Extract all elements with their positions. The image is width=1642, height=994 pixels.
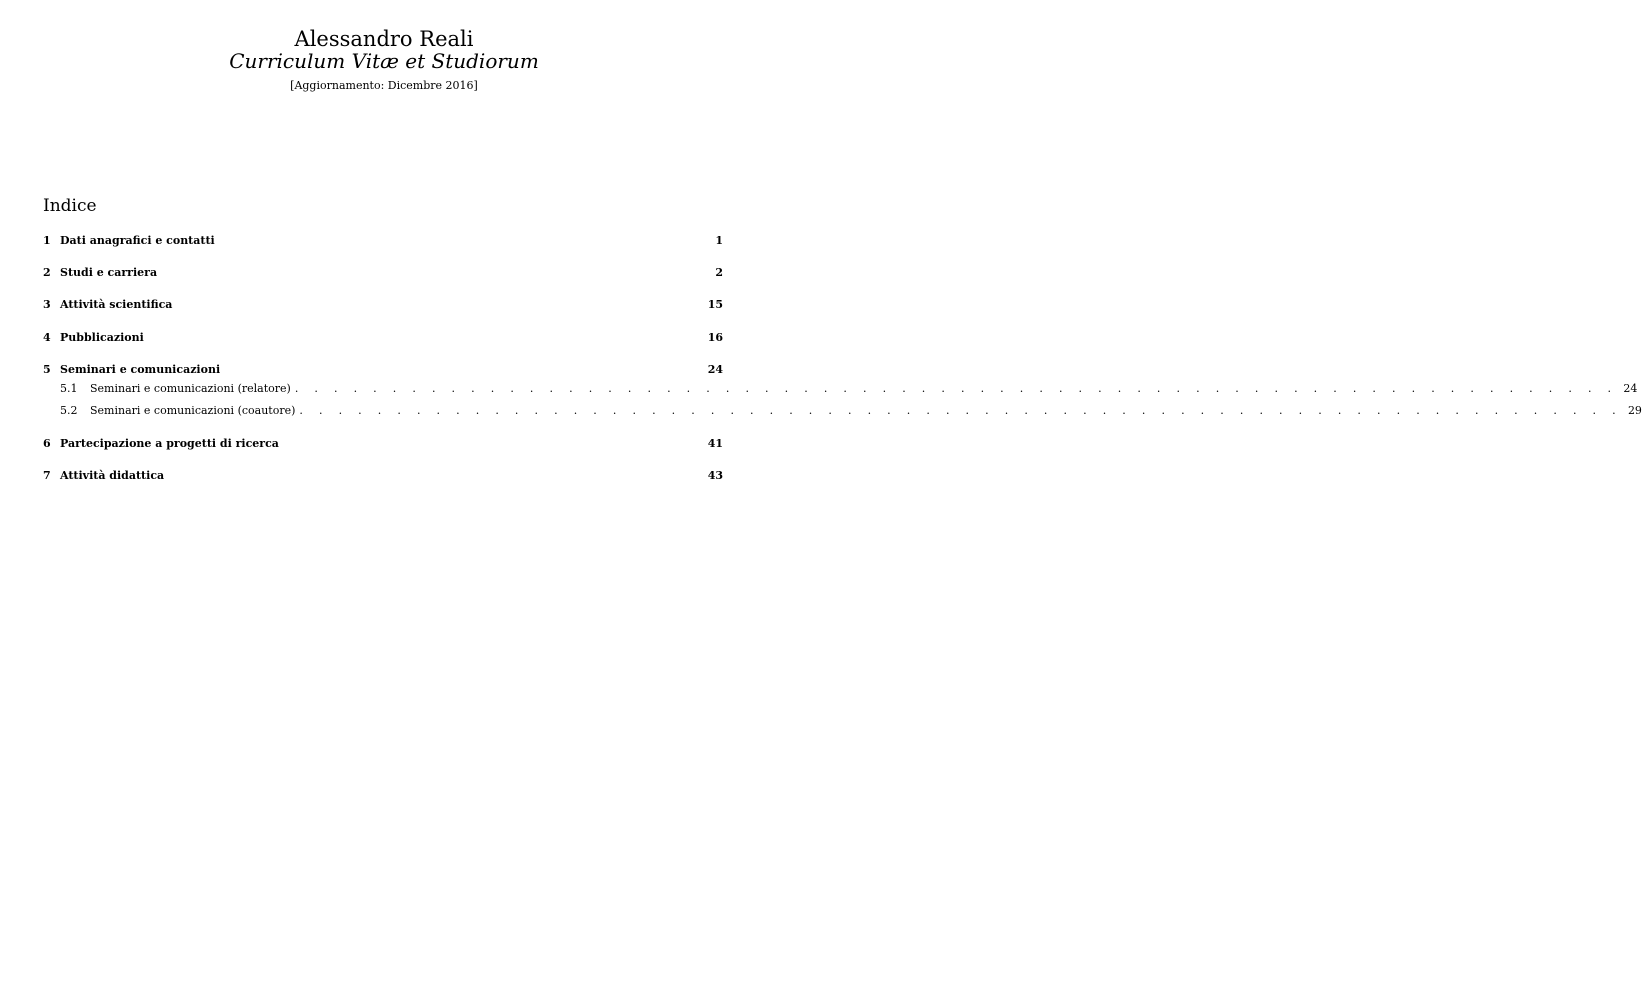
toc-entry-3[interactable] [43, 297, 723, 313]
toc-entry-number: 2 [43, 266, 51, 279]
toc-entry-page: 29 [1627, 404, 1642, 417]
toc-entry-title: Pubblicazioni [60, 331, 144, 344]
update-note: [Aggiornamento: Dicembre 2016] [290, 79, 478, 92]
document-subtitle: Curriculum Vitæ et Studiorum [229, 49, 539, 73]
toc-entry-page: 2 [715, 266, 723, 279]
toc-entry-number: 5.1 [60, 382, 78, 395]
toc-heading: Indice [43, 196, 97, 216]
toc-entry-title: Dati anagrafici e contatti [60, 234, 215, 247]
toc-entry-title: Partecipazione a progetti di ricerca [60, 437, 279, 450]
toc-entry-title: Seminari e comunicazioni (coautore) [90, 404, 296, 417]
toc-entry-1[interactable] [43, 233, 723, 249]
toc-entry-page: 43 [707, 469, 723, 482]
toc-entry-number: 4 [43, 331, 51, 344]
toc-entry-title: Attività didattica [60, 469, 165, 482]
author-name: Alessandro Reali [294, 27, 474, 51]
toc-entry-7[interactable] [43, 468, 723, 484]
toc-entry-2[interactable] [43, 265, 723, 281]
toc-entry-number: 7 [43, 469, 51, 482]
toc-entry-number: 5 [43, 363, 51, 376]
toc-entry-page: 1 [715, 234, 723, 247]
toc-entry-number: 1 [43, 234, 51, 247]
toc-entry-5-1[interactable] [43, 381, 1638, 397]
toc-entry-page: 41 [707, 437, 723, 450]
toc-entry-number: 3 [43, 298, 51, 311]
toc-entry-page: 24 [707, 363, 723, 376]
toc-dot-leader: . . . . . . . . . . . . . . . . . . . . . . . . . . . . . . . . . . . . . . . . . . . . . . . . . . . . . . . . . . . . . . . . . . . . [294, 382, 1618, 395]
toc-entry-page: 24 [1623, 382, 1638, 395]
toc-entry-4[interactable] [43, 330, 723, 346]
toc-entry-number: 5.2 [60, 404, 78, 417]
toc-entry-number: 6 [43, 437, 51, 450]
toc-entry-5-2[interactable] [43, 403, 1642, 419]
toc-entry-title: Seminari e comunicazioni (relatore) [90, 382, 291, 395]
toc-entry-page: 15 [707, 298, 723, 311]
toc-entry-5[interactable] [43, 362, 723, 378]
toc-entry-title: Seminari e comunicazioni [60, 363, 221, 376]
toc-dot-leader: . . . . . . . . . . . . . . . . . . . . . . . . . . . . . . . . . . . . . . . . . . . . . . . . . . . . . . . . . . . . . . . . . . . . [299, 404, 1622, 417]
toc-entry-title: Attività scientifica [60, 298, 173, 311]
toc-entry-title: Studi e carriera [60, 266, 158, 279]
toc-entry-page: 16 [707, 331, 723, 344]
toc-entry-6[interactable] [43, 436, 723, 452]
